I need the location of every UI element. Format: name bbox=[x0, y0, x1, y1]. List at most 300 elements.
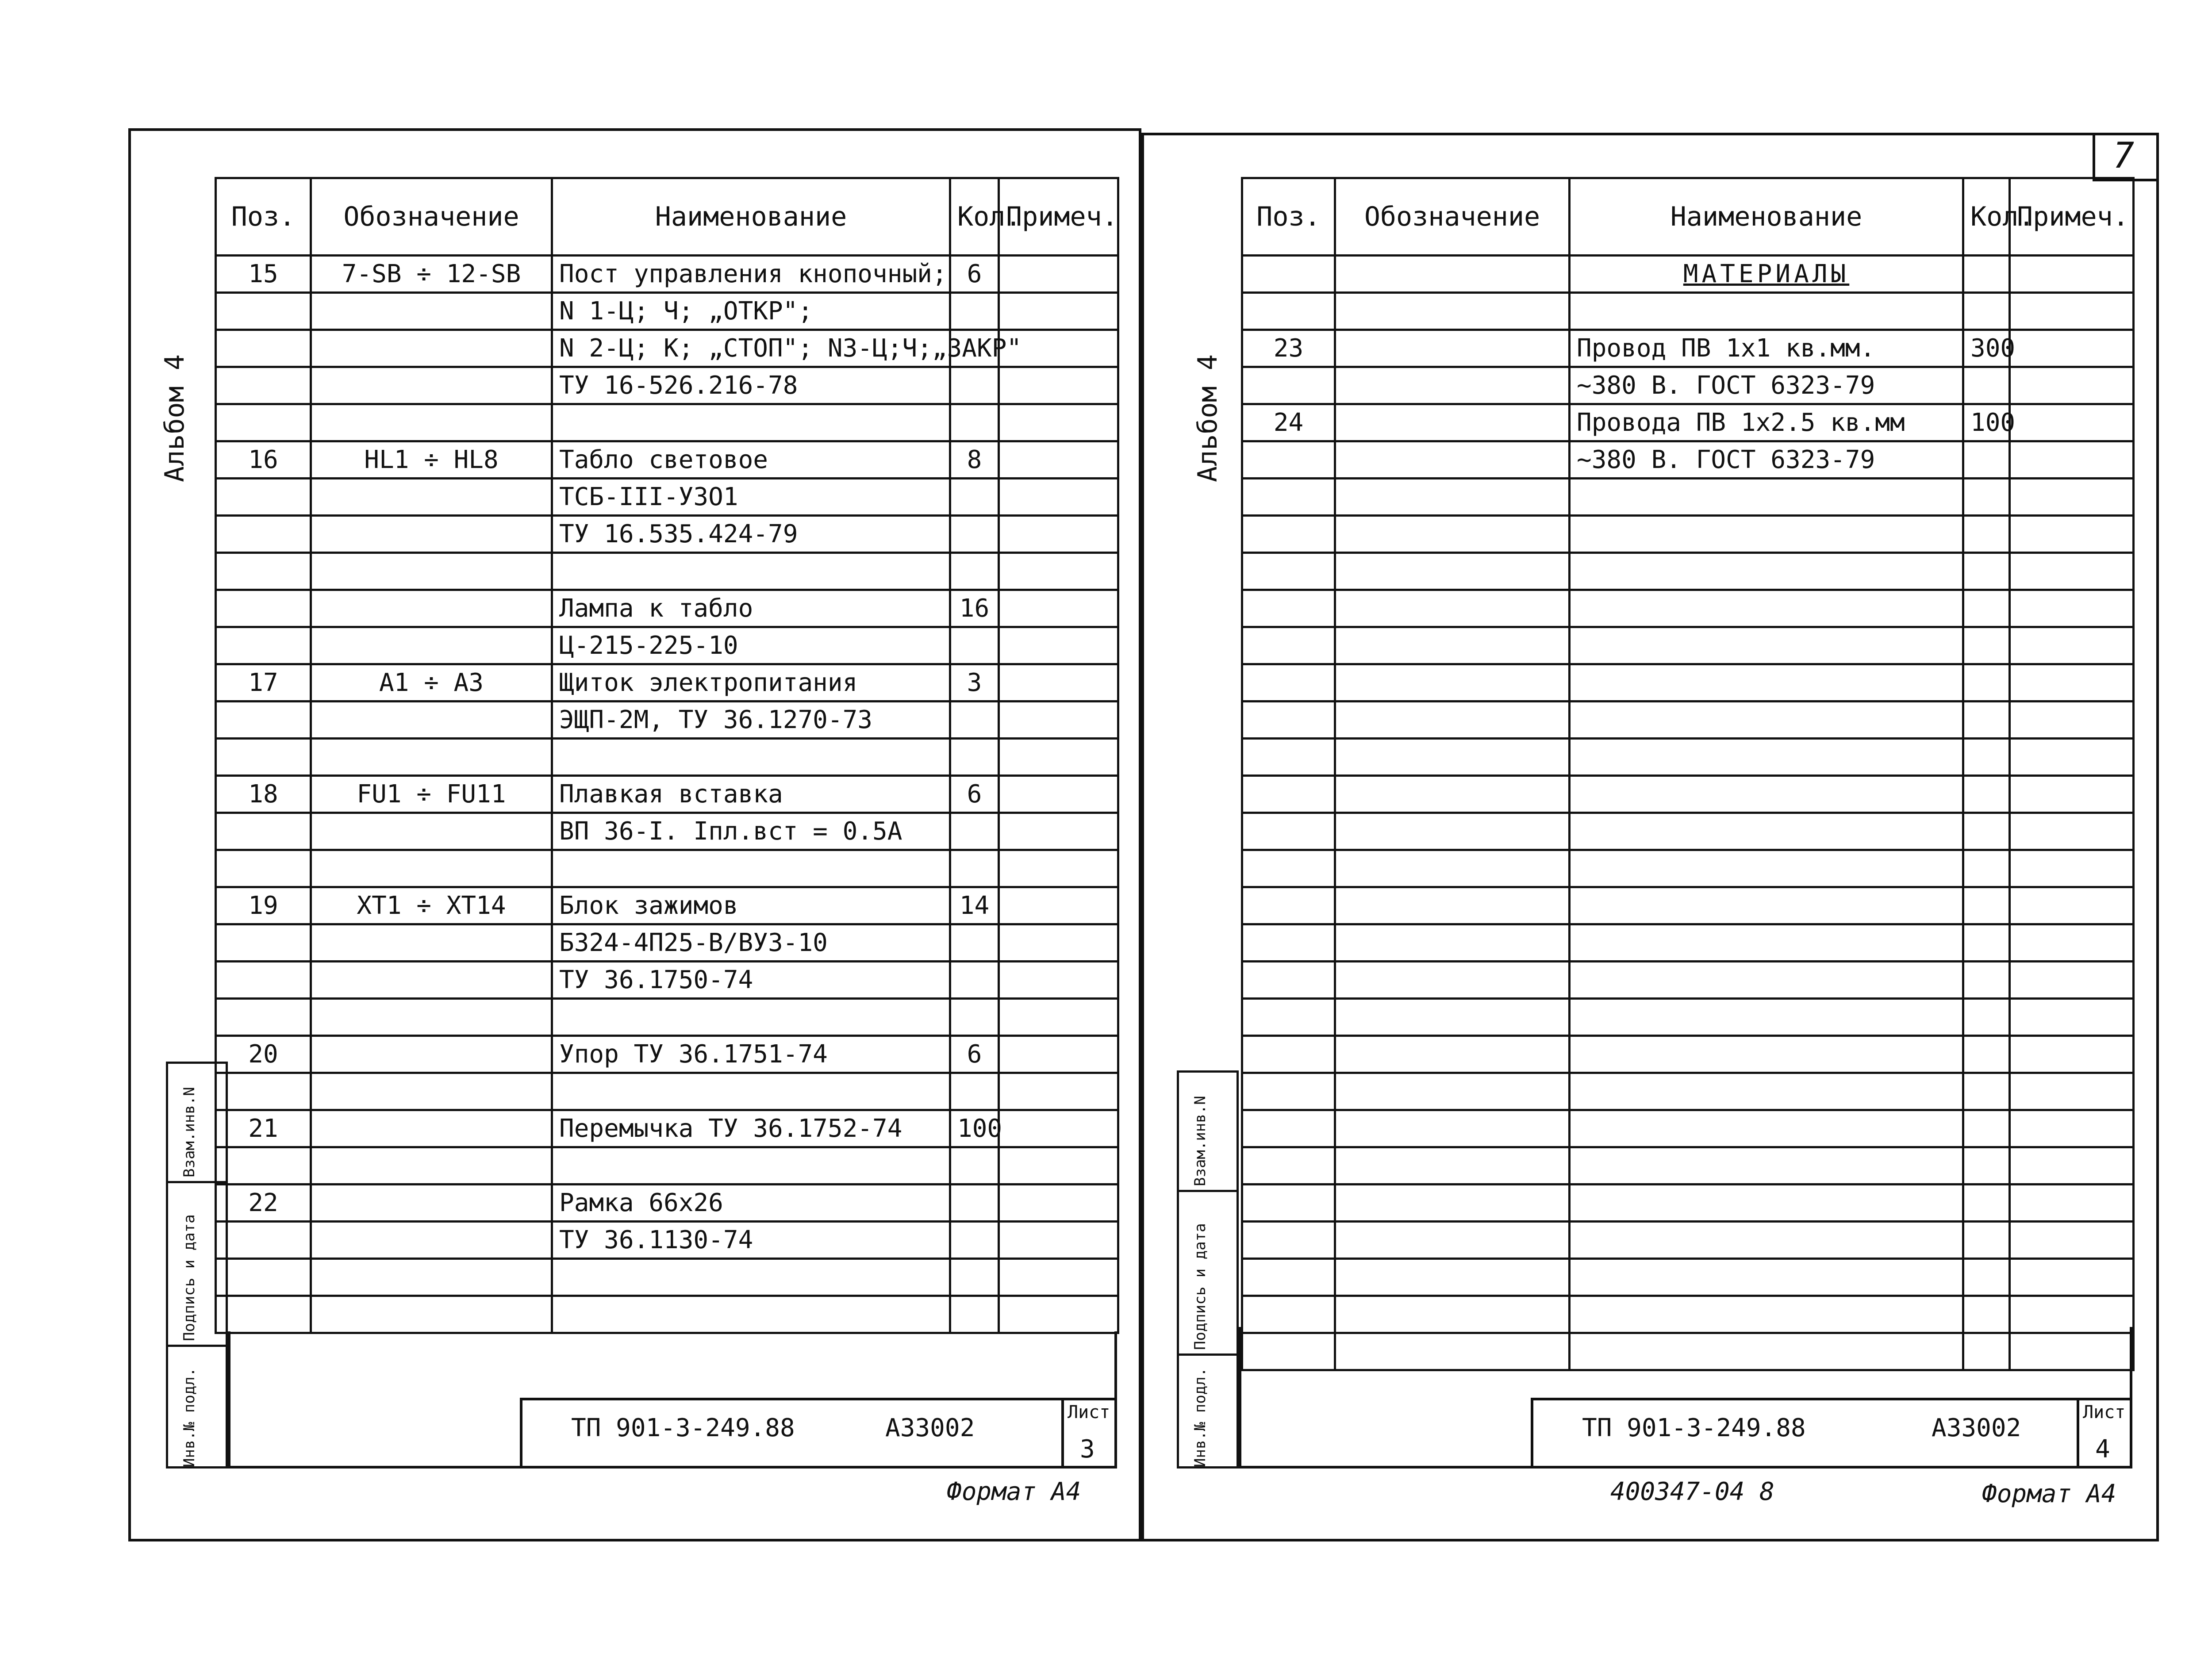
name-cell bbox=[1570, 1147, 1963, 1185]
table-row bbox=[1242, 1147, 2134, 1185]
table-row bbox=[1242, 367, 2134, 404]
designation-cell bbox=[311, 850, 552, 887]
name-cell bbox=[1570, 1073, 1963, 1110]
designation-cell bbox=[1335, 999, 1570, 1036]
name-cell: Блок зажимов bbox=[552, 887, 950, 924]
qty-cell: 100 bbox=[1963, 404, 2010, 441]
name-cell: ТСБ-III-У3О1 bbox=[552, 479, 950, 516]
qty-cell bbox=[950, 553, 999, 590]
table-row bbox=[216, 1222, 1118, 1259]
name-cell bbox=[1570, 479, 1963, 516]
pos-cell bbox=[1242, 887, 1335, 924]
left-sheet-number: 3 bbox=[1080, 1435, 1095, 1464]
qty-cell bbox=[1963, 739, 2010, 776]
note-cell bbox=[999, 664, 1118, 702]
col-qty-header: Кол. bbox=[1963, 178, 2010, 256]
name-cell: Плавкая вставка bbox=[552, 776, 950, 813]
note-cell bbox=[999, 367, 1118, 404]
table-row bbox=[1242, 962, 2134, 999]
table-row bbox=[216, 850, 1118, 887]
qty-cell bbox=[1963, 479, 2010, 516]
designation-cell bbox=[311, 1222, 552, 1259]
note-cell bbox=[2010, 813, 2134, 850]
pos-cell bbox=[1242, 1147, 1335, 1185]
qty-cell bbox=[950, 1185, 999, 1222]
designation-cell bbox=[311, 702, 552, 739]
right-original-inv-label: Инв.№ подл. bbox=[1191, 1367, 1209, 1467]
pos-cell bbox=[216, 627, 311, 664]
qty-cell bbox=[950, 627, 999, 664]
right-sheet-box bbox=[2077, 1400, 2130, 1466]
name-cell bbox=[1570, 1222, 1963, 1259]
qty-cell bbox=[1963, 293, 2010, 330]
name-cell: ~380 В. ГОСТ 6323-79 bbox=[1570, 441, 1963, 479]
qty-cell: 8 bbox=[950, 441, 999, 479]
designation-cell bbox=[1335, 553, 1570, 590]
pos-cell: 17 bbox=[216, 664, 311, 702]
note-cell bbox=[999, 627, 1118, 664]
table-row bbox=[216, 404, 1118, 441]
pos-cell bbox=[1242, 962, 1335, 999]
designation-cell bbox=[1335, 1110, 1570, 1147]
designation-cell: HL1 ÷ HL8 bbox=[311, 441, 552, 479]
qty-cell bbox=[1963, 702, 2010, 739]
qty-cell bbox=[950, 702, 999, 739]
page-number-box bbox=[2093, 133, 2159, 181]
note-cell bbox=[999, 924, 1118, 962]
name-cell: Перемычка ТУ 36.1752-74 bbox=[552, 1110, 950, 1147]
name-cell bbox=[1570, 739, 1963, 776]
name-cell bbox=[1570, 887, 1963, 924]
pos-cell bbox=[216, 999, 311, 1036]
table-row bbox=[216, 1073, 1118, 1110]
designation-cell bbox=[311, 813, 552, 850]
pos-cell bbox=[1242, 590, 1335, 627]
qty-cell: 300 bbox=[1963, 330, 2010, 367]
col-qty-header: Кол. bbox=[950, 178, 999, 256]
qty-cell: 16 bbox=[950, 590, 999, 627]
left-header-row bbox=[216, 178, 1118, 256]
qty-cell bbox=[1963, 924, 2010, 962]
designation-cell bbox=[311, 739, 552, 776]
note-cell bbox=[2010, 776, 2134, 813]
page-number: 7 bbox=[2113, 135, 2135, 176]
table-row bbox=[1242, 1222, 2134, 1259]
note-cell bbox=[2010, 441, 2134, 479]
designation-cell bbox=[311, 627, 552, 664]
designation-cell bbox=[1335, 702, 1570, 739]
note-cell bbox=[999, 1222, 1118, 1259]
table-row bbox=[216, 962, 1118, 999]
designation-cell bbox=[1335, 813, 1570, 850]
pos-cell bbox=[216, 1073, 311, 1110]
table-row bbox=[1242, 999, 2134, 1036]
note-cell bbox=[2010, 1185, 2134, 1222]
pos-cell bbox=[1242, 664, 1335, 702]
name-cell: Провод ПВ 1x1 кв.мм. bbox=[1570, 330, 1963, 367]
table-row bbox=[1242, 813, 2134, 850]
col-note-header: Примеч. bbox=[999, 178, 1118, 256]
right-original-inv-cell bbox=[1179, 1356, 1237, 1471]
name-cell bbox=[1570, 516, 1963, 553]
right-header-row bbox=[1242, 178, 2134, 256]
name-cell bbox=[552, 1296, 950, 1333]
table-row bbox=[216, 1259, 1118, 1296]
qty-cell bbox=[950, 1147, 999, 1185]
note-cell bbox=[2010, 1259, 2134, 1296]
designation-cell bbox=[311, 1036, 552, 1073]
note-cell bbox=[2010, 627, 2134, 664]
left-replacement-inv-cell bbox=[168, 1064, 226, 1183]
table-row bbox=[1242, 1110, 2134, 1147]
name-cell: Упор ТУ 36.1751-74 bbox=[552, 1036, 950, 1073]
left-stamp-code: ТП 901-3-249.88 bbox=[571, 1414, 795, 1442]
note-cell bbox=[2010, 702, 2134, 739]
note-cell bbox=[999, 404, 1118, 441]
note-cell bbox=[999, 590, 1118, 627]
name-cell bbox=[1570, 924, 1963, 962]
note-cell bbox=[2010, 330, 2134, 367]
designation-cell bbox=[311, 590, 552, 627]
right-format-label: Формат А4 bbox=[1982, 1480, 2116, 1508]
table-row bbox=[216, 1185, 1118, 1222]
designation-cell: FU1 ÷ FU11 bbox=[311, 776, 552, 813]
note-cell bbox=[999, 1147, 1118, 1185]
designation-cell bbox=[1335, 962, 1570, 999]
name-cell bbox=[1570, 776, 1963, 813]
pos-cell bbox=[1242, 293, 1335, 330]
pos-cell bbox=[216, 293, 311, 330]
name-cell: ТУ 16.535.424-79 bbox=[552, 516, 950, 553]
col-note-header: Примеч. bbox=[2010, 178, 2134, 256]
table-row bbox=[216, 813, 1118, 850]
name-cell bbox=[1570, 590, 1963, 627]
pos-cell bbox=[1242, 924, 1335, 962]
designation-cell: XT1 ÷ XT14 bbox=[311, 887, 552, 924]
col-pos-header: Поз. bbox=[216, 178, 311, 256]
qty-cell bbox=[1963, 516, 2010, 553]
qty-cell bbox=[950, 293, 999, 330]
note-cell bbox=[999, 516, 1118, 553]
table-row bbox=[216, 924, 1118, 962]
qty-cell: 3 bbox=[950, 664, 999, 702]
note-cell bbox=[2010, 479, 2134, 516]
designation-cell bbox=[311, 1110, 552, 1147]
note-cell bbox=[2010, 256, 2134, 293]
pos-cell bbox=[216, 739, 311, 776]
qty-cell bbox=[1963, 1147, 2010, 1185]
qty-cell bbox=[1963, 664, 2010, 702]
name-cell: Рамка 66x26 bbox=[552, 1185, 950, 1222]
table-row bbox=[216, 256, 1118, 293]
designation-cell bbox=[311, 330, 552, 367]
note-cell bbox=[2010, 1073, 2134, 1110]
name-cell bbox=[1570, 962, 1963, 999]
note-cell bbox=[2010, 850, 2134, 887]
pos-cell bbox=[216, 962, 311, 999]
pos-cell bbox=[1242, 553, 1335, 590]
table-row bbox=[1242, 256, 2134, 293]
pos-cell: 23 bbox=[1242, 330, 1335, 367]
pos-cell bbox=[216, 516, 311, 553]
pos-cell bbox=[1242, 1110, 1335, 1147]
left-sheet-box bbox=[1061, 1400, 1114, 1466]
note-cell bbox=[2010, 553, 2134, 590]
right-signature-date-label: Подпись и дата bbox=[1191, 1223, 1209, 1350]
name-cell bbox=[1570, 813, 1963, 850]
pos-cell: 19 bbox=[216, 887, 311, 924]
qty-cell bbox=[1963, 1073, 2010, 1110]
left-side-labels bbox=[166, 1062, 228, 1468]
designation-cell bbox=[1335, 850, 1570, 887]
pos-cell bbox=[1242, 627, 1335, 664]
designation-cell bbox=[311, 367, 552, 404]
table-row bbox=[216, 627, 1118, 664]
pos-cell bbox=[1242, 1036, 1335, 1073]
designation-cell bbox=[1335, 887, 1570, 924]
table-row bbox=[1242, 441, 2134, 479]
right-signature-date-cell bbox=[1179, 1192, 1237, 1356]
note-cell bbox=[2010, 1222, 2134, 1259]
left-signature-date-cell bbox=[168, 1183, 226, 1347]
name-cell: N 1-Ц; Ч; „ОТКР"; bbox=[552, 293, 950, 330]
table-row bbox=[1242, 590, 2134, 627]
table-row bbox=[216, 516, 1118, 553]
note-cell bbox=[999, 850, 1118, 887]
name-cell bbox=[552, 1147, 950, 1185]
pos-cell bbox=[1242, 441, 1335, 479]
name-cell: ТУ 36.1750-74 bbox=[552, 962, 950, 999]
left-original-inv-label: Инв.№ подл. bbox=[180, 1367, 198, 1467]
name-cell: Пост управления кнопочный; bbox=[552, 256, 950, 293]
col-name-header: Наименование bbox=[552, 178, 950, 256]
name-cell: N 2-Ц; К; „СТОП"; N3-Ц;Ч;„ЗАКР" bbox=[552, 330, 950, 367]
pos-cell bbox=[1242, 702, 1335, 739]
pos-cell bbox=[216, 1222, 311, 1259]
pos-cell bbox=[216, 590, 311, 627]
designation-cell bbox=[1335, 1259, 1570, 1296]
left-original-inv-cell bbox=[168, 1347, 226, 1471]
note-cell bbox=[999, 479, 1118, 516]
qty-cell bbox=[1963, 1185, 2010, 1222]
note-cell bbox=[999, 776, 1118, 813]
qty-cell bbox=[1963, 1110, 2010, 1147]
table-row bbox=[216, 441, 1118, 479]
right-replacement-inv-label: Взам.инв.N bbox=[1191, 1096, 1209, 1186]
note-cell bbox=[999, 1073, 1118, 1110]
pos-cell bbox=[1242, 999, 1335, 1036]
pos-cell bbox=[1242, 256, 1335, 293]
table-row bbox=[1242, 627, 2134, 664]
qty-cell bbox=[1963, 850, 2010, 887]
left-replacement-inv-label: Взам.инв.N bbox=[180, 1087, 198, 1177]
name-cell bbox=[1570, 553, 1963, 590]
designation-cell bbox=[1335, 590, 1570, 627]
designation-cell bbox=[1335, 404, 1570, 441]
table-row bbox=[216, 1296, 1118, 1333]
table-row bbox=[216, 330, 1118, 367]
table-row bbox=[1242, 516, 2134, 553]
designation-cell bbox=[311, 479, 552, 516]
name-cell bbox=[1570, 664, 1963, 702]
designation-cell: 7-SB ÷ 12-SB bbox=[311, 256, 552, 293]
designation-cell bbox=[1335, 1036, 1570, 1073]
right-replacement-inv-cell bbox=[1179, 1073, 1237, 1192]
note-cell bbox=[2010, 999, 2134, 1036]
qty-cell: 100 bbox=[950, 1110, 999, 1147]
qty-cell bbox=[950, 962, 999, 999]
designation-cell bbox=[311, 1296, 552, 1333]
qty-cell bbox=[1963, 441, 2010, 479]
pos-cell bbox=[1242, 850, 1335, 887]
designation-cell bbox=[311, 404, 552, 441]
designation-cell: A1 ÷ A3 bbox=[311, 664, 552, 702]
pos-cell bbox=[216, 553, 311, 590]
pos-cell bbox=[1242, 1222, 1335, 1259]
table-row bbox=[216, 367, 1118, 404]
qty-cell bbox=[950, 1073, 999, 1110]
table-row bbox=[216, 702, 1118, 739]
designation-cell bbox=[1335, 293, 1570, 330]
table-row bbox=[1242, 850, 2134, 887]
name-cell: Б324-4П25-В/ВУ3-10 bbox=[552, 924, 950, 962]
table-row bbox=[1242, 702, 2134, 739]
table-row bbox=[216, 1147, 1118, 1185]
left-signature-date-label: Подпись и дата bbox=[180, 1214, 198, 1341]
designation-cell bbox=[311, 516, 552, 553]
pos-cell: 21 bbox=[216, 1110, 311, 1147]
note-cell bbox=[999, 1185, 1118, 1222]
note-cell bbox=[2010, 739, 2134, 776]
table-row bbox=[1242, 404, 2134, 441]
qty-cell bbox=[950, 1259, 999, 1296]
pos-cell bbox=[1242, 479, 1335, 516]
right-title-stamp bbox=[1531, 1398, 2132, 1468]
table-row bbox=[216, 999, 1118, 1036]
name-cell: Табло световое bbox=[552, 441, 950, 479]
name-cell bbox=[1570, 1036, 1963, 1073]
qty-cell bbox=[950, 1222, 999, 1259]
table-row bbox=[1242, 1185, 2134, 1222]
table-row bbox=[216, 1110, 1118, 1147]
pos-cell bbox=[216, 1147, 311, 1185]
pos-cell: 24 bbox=[1242, 404, 1335, 441]
qty-cell bbox=[1963, 1259, 2010, 1296]
name-cell: МАТЕРИАЛЫ bbox=[1570, 256, 1963, 293]
qty-cell bbox=[1963, 553, 2010, 590]
designation-cell bbox=[311, 1259, 552, 1296]
note-cell bbox=[999, 293, 1118, 330]
name-cell: ТУ 16-526.216-78 bbox=[552, 367, 950, 404]
designation-cell bbox=[311, 1073, 552, 1110]
note-cell bbox=[999, 887, 1118, 924]
pos-cell bbox=[216, 1259, 311, 1296]
right-sheet-number: 4 bbox=[2095, 1435, 2110, 1464]
qty-cell bbox=[1963, 776, 2010, 813]
table-row bbox=[1242, 293, 2134, 330]
pos-cell bbox=[216, 330, 311, 367]
note-cell bbox=[999, 739, 1118, 776]
note-cell bbox=[2010, 516, 2134, 553]
pos-cell bbox=[216, 813, 311, 850]
designation-cell bbox=[311, 962, 552, 999]
name-cell bbox=[1570, 999, 1963, 1036]
note-cell bbox=[999, 813, 1118, 850]
pos-cell bbox=[1242, 1073, 1335, 1110]
note-cell bbox=[2010, 664, 2134, 702]
designation-cell bbox=[311, 924, 552, 962]
table-row bbox=[1242, 924, 2134, 962]
note-cell bbox=[2010, 1147, 2134, 1185]
name-cell bbox=[1570, 702, 1963, 739]
left-title-stamp bbox=[520, 1398, 1117, 1468]
table-row bbox=[1242, 553, 2134, 590]
pos-cell: 22 bbox=[216, 1185, 311, 1222]
note-cell bbox=[2010, 924, 2134, 962]
right-stamp-code: ТП 901-3-249.88 bbox=[1582, 1414, 1806, 1442]
designation-cell bbox=[311, 1147, 552, 1185]
col-pos-header: Поз. bbox=[1242, 178, 1335, 256]
name-cell: ТУ 36.1130-74 bbox=[552, 1222, 950, 1259]
table-row bbox=[216, 553, 1118, 590]
designation-cell bbox=[311, 999, 552, 1036]
qty-cell bbox=[950, 404, 999, 441]
qty-cell: 6 bbox=[950, 1036, 999, 1073]
qty-cell bbox=[1963, 1222, 2010, 1259]
qty-cell bbox=[950, 924, 999, 962]
pos-cell bbox=[216, 702, 311, 739]
qty-cell bbox=[1963, 256, 2010, 293]
qty-cell bbox=[950, 850, 999, 887]
pos-cell bbox=[1242, 1259, 1335, 1296]
name-cell: ВП 36-I. Iпл.вст = 0.5А bbox=[552, 813, 950, 850]
designation-cell bbox=[1335, 1222, 1570, 1259]
note-cell bbox=[999, 256, 1118, 293]
table-row bbox=[216, 739, 1118, 776]
designation-cell bbox=[1335, 330, 1570, 367]
qty-cell bbox=[1963, 367, 2010, 404]
left-spec-table bbox=[215, 177, 1119, 1334]
note-cell bbox=[2010, 590, 2134, 627]
table-row bbox=[1242, 887, 2134, 924]
qty-cell bbox=[950, 999, 999, 1036]
col-name-header: Наименование bbox=[1570, 178, 1963, 256]
note-cell bbox=[999, 999, 1118, 1036]
table-row bbox=[1242, 776, 2134, 813]
qty-cell bbox=[950, 516, 999, 553]
table-row bbox=[1242, 330, 2134, 367]
left-format-label: Формат А4 bbox=[947, 1477, 1081, 1506]
name-cell bbox=[552, 739, 950, 776]
left-stamp-id: А33002 bbox=[885, 1414, 975, 1442]
table-row bbox=[216, 479, 1118, 516]
right-side-labels bbox=[1177, 1070, 1239, 1468]
right-stamp-id: А33002 bbox=[1932, 1414, 2021, 1442]
pos-cell bbox=[216, 924, 311, 962]
pos-cell bbox=[216, 404, 311, 441]
qty-cell bbox=[950, 1296, 999, 1333]
note-cell bbox=[999, 702, 1118, 739]
note-cell bbox=[999, 1110, 1118, 1147]
right-spec-table bbox=[1241, 177, 2135, 1371]
table-row bbox=[1242, 1073, 2134, 1110]
pos-cell bbox=[1242, 1185, 1335, 1222]
pos-cell bbox=[216, 1296, 311, 1333]
name-cell bbox=[1570, 627, 1963, 664]
table-row bbox=[1242, 739, 2134, 776]
qty-cell: 6 bbox=[950, 776, 999, 813]
note-cell bbox=[2010, 367, 2134, 404]
